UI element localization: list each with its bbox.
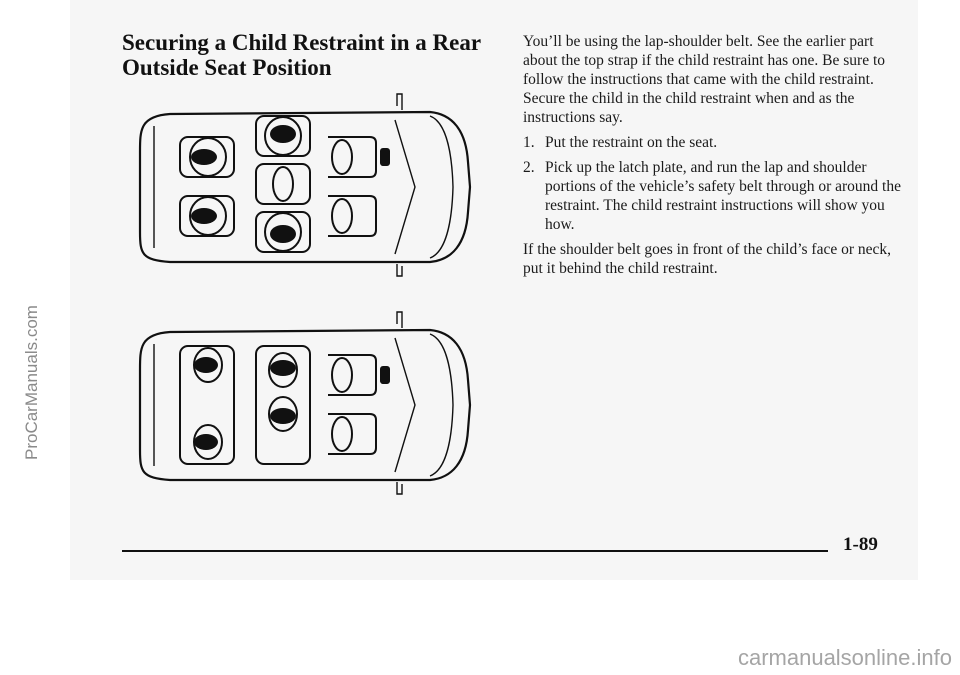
bottom-watermark: carmanualsonline.info [737, 645, 952, 670]
intro-paragraph: You’ll be using the lap-shoulder belt. See the earlier part about the top strap if the child restraint has one. Be sure to follow the instructions that came with the child restraint. Secure the child in the child restraint when and as the instructions say. [523, 33, 886, 126]
step-1 [523, 133, 903, 152]
seating-diagram-1 [130, 92, 490, 282]
step-text: Pick up the latch plate, and run the lap and shoulder portions of the vehicle’s safety belt through or around the restraint. The child restraint instructions will show you how. [545, 159, 901, 233]
shoulder-belt-note: If the shoulder belt goes in front of the child’s face or neck, put it behind the child restraint. [523, 241, 892, 277]
footer-rule [122, 550, 828, 552]
section-title: Securing a Child Restraint in a Rear Outside Seat Position [122, 30, 481, 80]
page-number: 1-89 [843, 534, 878, 555]
step-number: 2. [523, 159, 535, 176]
seating-diagram-2 [130, 310, 490, 500]
step-2 [523, 158, 903, 234]
instructions-column [523, 32, 903, 284]
step-number: 1. [523, 134, 535, 151]
step-text: Put the restraint on the seat. [545, 134, 718, 151]
side-watermark: ProCarManuals.com [22, 305, 41, 460]
